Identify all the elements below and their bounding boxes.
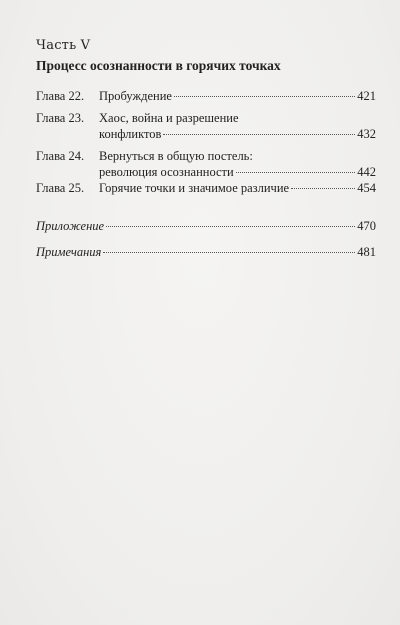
dot-leader: [291, 188, 355, 189]
chapter-number: Глава 25.: [36, 181, 85, 195]
page-number: 470: [357, 219, 376, 233]
page-number: 432: [357, 127, 376, 141]
dot-leader: [236, 172, 356, 173]
chapter-title: Горячие точки и значимое различие: [99, 181, 290, 195]
page-number: 421: [357, 89, 376, 103]
chapter-title: Хаос, война и разрешение: [99, 111, 239, 125]
page-number: 442: [357, 165, 376, 179]
chapter-number: Глава 22.: [36, 89, 85, 103]
notes-title: Примечания: [36, 245, 102, 259]
appendix-title: Приложение: [36, 219, 105, 233]
page-number: 454: [357, 181, 376, 195]
part-title: Процесс осознанности в горячих точках: [36, 58, 281, 73]
chapter-title-cont: революция осознанности: [99, 165, 234, 179]
toc-appendix-entry: [36, 218, 376, 234]
page-number: 481: [357, 245, 376, 259]
toc-notes-entry: [36, 244, 376, 260]
dot-leader: [174, 96, 355, 97]
chapter-number: Глава 24.: [36, 149, 85, 163]
chapter-title-cont: конфликтов: [99, 127, 162, 141]
chapter-number: Глава 23.: [36, 111, 85, 125]
chapter-title: Пробуждение: [99, 89, 172, 103]
dot-leader: [103, 252, 355, 253]
dot-leader: [106, 226, 355, 227]
dot-leader: [163, 134, 355, 135]
chapter-title: Вернуться в общую постель:: [99, 149, 253, 163]
part-label: Часть V: [36, 38, 91, 53]
